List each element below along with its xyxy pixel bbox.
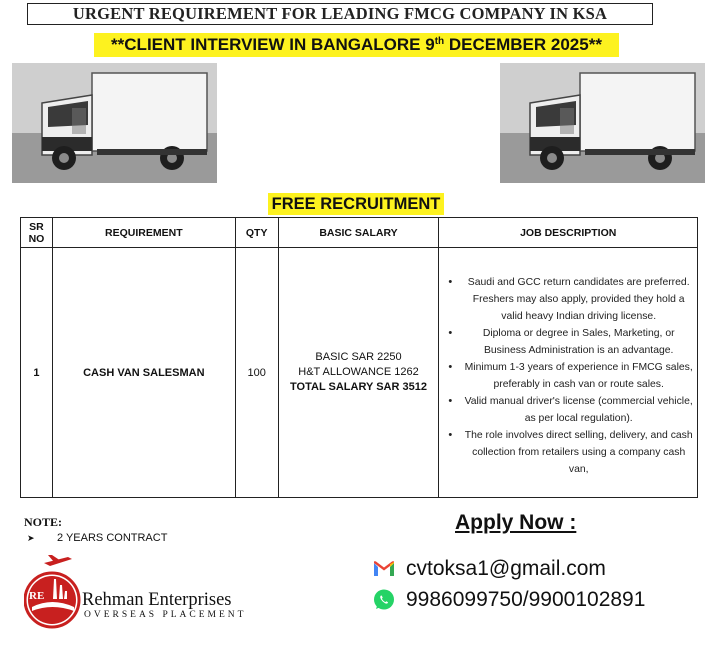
description-item: • Diploma or degree in Sales, Marketing, or Business Administration is an advantage. <box>443 325 693 359</box>
description-item: • The role involves direct selling, delivery, and cash collection from retailers using a company cash van, <box>443 427 693 478</box>
free-recruitment-banner: FREE RECRUITMENT <box>268 193 444 215</box>
description-item: • Saudi and GCC return candidates are preferred. Freshers may also apply, provided they hold a valid heavy Indian driving license. <box>443 274 693 325</box>
description-item: • Valid manual driver's license (commercial vehicle, as per local regulation). <box>443 393 693 427</box>
header-basic-salary: BASIC SALARY <box>278 218 439 248</box>
row-sr-no: 1 <box>21 248 53 498</box>
requirements-table <box>20 217 698 498</box>
brand-tagline: OVERSEAS PLACEMENT <box>84 610 247 620</box>
salary-allowance: H&T ALLOWANCE 1262 <box>298 366 419 378</box>
page-title: URGENT REQUIREMENT FOR LEADING FMCG COMPANY IN KSA <box>27 3 653 25</box>
interview-text-end: DECEMBER 2025** <box>444 35 602 54</box>
email-contact[interactable] <box>372 557 606 581</box>
header-qty: QTY <box>235 218 278 248</box>
apply-now-heading: Apply Now : <box>455 511 577 534</box>
logo-monogram: RE <box>29 590 45 602</box>
header-requirement: REQUIREMENT <box>52 218 235 248</box>
arrow-bullet-icon: ➤ <box>27 533 35 543</box>
interview-ordinal: th <box>434 36 445 47</box>
note-label: NOTE: <box>24 515 63 529</box>
note-item <box>27 532 167 544</box>
row-salary <box>278 248 439 498</box>
row-job-description <box>439 248 698 498</box>
phone-contact[interactable] <box>372 588 645 612</box>
truck-photo-left <box>12 63 217 183</box>
truck-photo-right <box>500 63 705 183</box>
whatsapp-icon <box>372 588 396 612</box>
salary-basic: BASIC SAR 2250 <box>315 351 402 363</box>
email-address[interactable]: cvtoksa1@gmail.com <box>406 557 606 580</box>
header-sr-no: SR NO <box>21 218 53 248</box>
row-qty: 100 <box>235 248 278 498</box>
salary-total: TOTAL SALARY SAR 3512 <box>290 381 427 393</box>
table-row <box>21 248 698 498</box>
description-item: • Minimum 1-3 years of experience in FMCG sales, preferably in cash van or route sales. <box>443 359 693 393</box>
interview-text-start: **CLIENT INTERVIEW IN BANGALORE 9 <box>111 35 435 54</box>
header-job-description: JOB DESCRIPTION <box>439 218 698 248</box>
brand-name: Rehman Enterprises <box>82 590 232 610</box>
interview-banner <box>94 33 619 57</box>
company-logo <box>24 555 82 629</box>
row-requirement: CASH VAN SALESMAN <box>52 248 235 498</box>
gmail-icon <box>372 557 396 581</box>
phone-numbers[interactable]: 9986099750/9900102891 <box>406 588 646 611</box>
job-description-list <box>443 274 693 478</box>
table-header-row <box>21 218 698 248</box>
note-item-text: 2 YEARS CONTRACT <box>57 532 168 544</box>
